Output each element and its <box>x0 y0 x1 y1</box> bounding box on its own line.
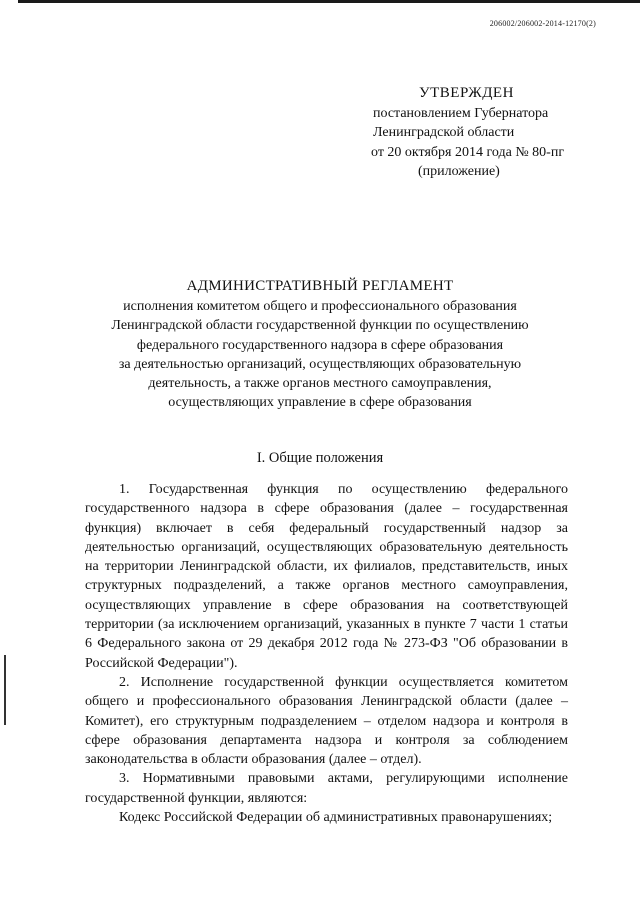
document-code: 206002/206002-2014-12170(2) <box>489 19 596 28</box>
approval-stamp <box>373 84 598 182</box>
scan-left-mark <box>4 655 6 725</box>
paragraph: 1. Государственная функция по осуществлению федерального государственного надзора в сфере образования (далее – государственная функция) включает в себя федеральный государственный надзор за деятельностью организаций, осуществляющих образовательную деятельность на территории Ленинградской области, их филиалов, представительств, иных структурных подразделений, а также органов местного самоуправления, осуществляющих управление в сфере образования на соответствующей территории (за исключением организаций, указанных в пункте 7 части 1 статьи 6 Федерального закона от 29 декабря 2012 года № 273-ФЗ "Об образовании в Российской Федерации"). <box>85 482 568 671</box>
approval-appendix: (приложение) <box>418 164 500 179</box>
section-title: I. Общие положения <box>256 450 384 466</box>
subtitle-line: за деятельностью организаций, осуществляющих образовательную <box>118 356 522 372</box>
approval-title: УТВЕРЖДЕН <box>419 85 514 101</box>
subtitle-line: федерального государственного надзора в сфере образования <box>136 337 504 353</box>
section-body <box>85 480 568 827</box>
approval-line: постановлением Губернатора <box>373 105 549 121</box>
paragraph: 2. Исполнение государственной функции осуществляется комитетом общего и профессионального образования Ленинградской области (далее – Комитет), его структурным подразделением – отделом надзора и контроля в сфере образования департамента надзора и контроля за соблюдением законодательства в области образования (далее – отдел). <box>85 674 568 768</box>
subtitle-line: деятельность, а также органов местного самоуправления, <box>148 376 492 392</box>
scan-top-edge <box>18 0 640 3</box>
approval-line: Ленинградской области <box>373 125 515 140</box>
paragraph: Кодекс Российской Федерации об административных правонарушениях; <box>119 810 553 826</box>
paragraph: 3. Нормативными правовыми актами, регулирующими исполнение государственной функции, являются: <box>85 771 568 806</box>
regulation-subtitle <box>60 297 580 413</box>
subtitle-line: Ленинградской области государственной функции по осуществлению <box>111 318 529 334</box>
subtitle-line: осуществляющих управление в сфере образования <box>168 395 472 411</box>
subtitle-line: исполнения комитетом общего и профессионального образования <box>123 299 517 314</box>
regulation-title: АДМИНИСТРАТИВНЫЙ РЕГЛАМЕНТ <box>186 278 454 294</box>
approval-date: от 20 октября 2014 года № 80-пг <box>371 144 565 160</box>
